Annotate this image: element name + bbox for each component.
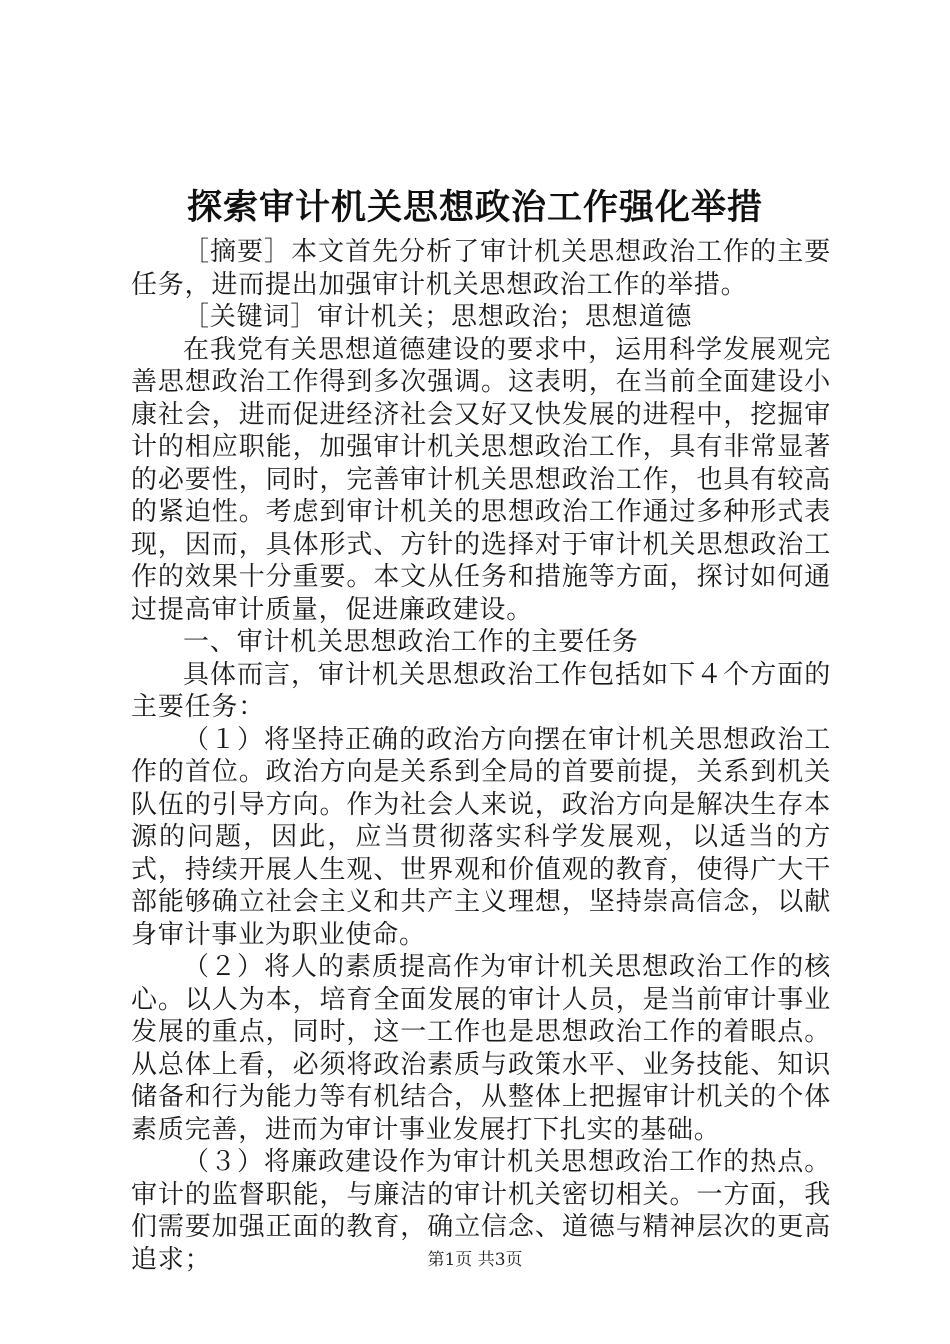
keywords-paragraph: ［关键词］审计机关；思想政治；思想道德: [183, 302, 693, 332]
section-heading: 一、审计机关思想政治工作的主要任务: [183, 627, 639, 657]
abstract-paragraph: ［摘要］本文首先分析了审计机关思想政治工作的主要任务，进而提出加强审计机关思想政治工作的举措。: [131, 237, 831, 300]
task-item-3: （３）将廉政建设作为审计机关思想政治工作的热点。审计的监督职能，与廉洁的审计机关密切相关。一方面，我们需要加强正面的教育，确立信念、道德与精神层次的更高追求；: [131, 1147, 831, 1275]
document-body: [131, 236, 831, 1276]
document-title: 探索审计机关思想政治工作强化举措: [186, 187, 763, 228]
task-item-2: （２）将人的素质提高作为审计机关思想政治工作的核心。以人为本，培育全面发展的审计人员，是当前审计事业发展的重点，同时，这一工作也是思想政治工作的着眼点。从总体上看，必须将政治素质与政策水平、业务技能、知识储备和行为能力等有机结合，从整体上把握审计机关的个体素质完善，进而为审计事业发展打下扎实的基础。: [131, 952, 831, 1145]
task-item-1: （１）将坚持正确的政治方向摆在审计机关思想政治工作的首位。政治方向是关系到全局的首要前提，关系到机关队伍的引导方向。作为社会人来说，政治方向是解决生存本源的问题，因此，应当贯彻落实科学发展观，以适当的方式，持续开展人生观、世界观和价值观的教育，使得广大干部能够确立社会主义和共产主义理想，坚持崇高信念，以献身审计事业为职业使命。: [131, 724, 831, 950]
page-footer: 第1页 共3页: [427, 1250, 523, 1270]
intro-paragraph: 在我党有关思想道德建设的要求中，运用科学发展观完善思想政治工作得到多次强调。这表明，在当前全面建设小康社会，进而促进经济社会又好又快发展的进程中，挖掘审计的相应职能，加强审计机关思想政治工作，具有非常显著的必要性，同时，完善审计机关思想政治工作，也具有较高的紧迫性。考虑到审计机关的思想政治工作通过多种形式表现，因而，具体形式、方针的选择对于审计机关思想政治工作的效果十分重要。本文从任务和措施等方面，探讨如何通过提高审计质量，促进廉政建设。: [131, 334, 831, 625]
body-paragraph: 具体而言，审计机关思想政治工作包括如下４个方面的主要任务：: [131, 659, 831, 722]
